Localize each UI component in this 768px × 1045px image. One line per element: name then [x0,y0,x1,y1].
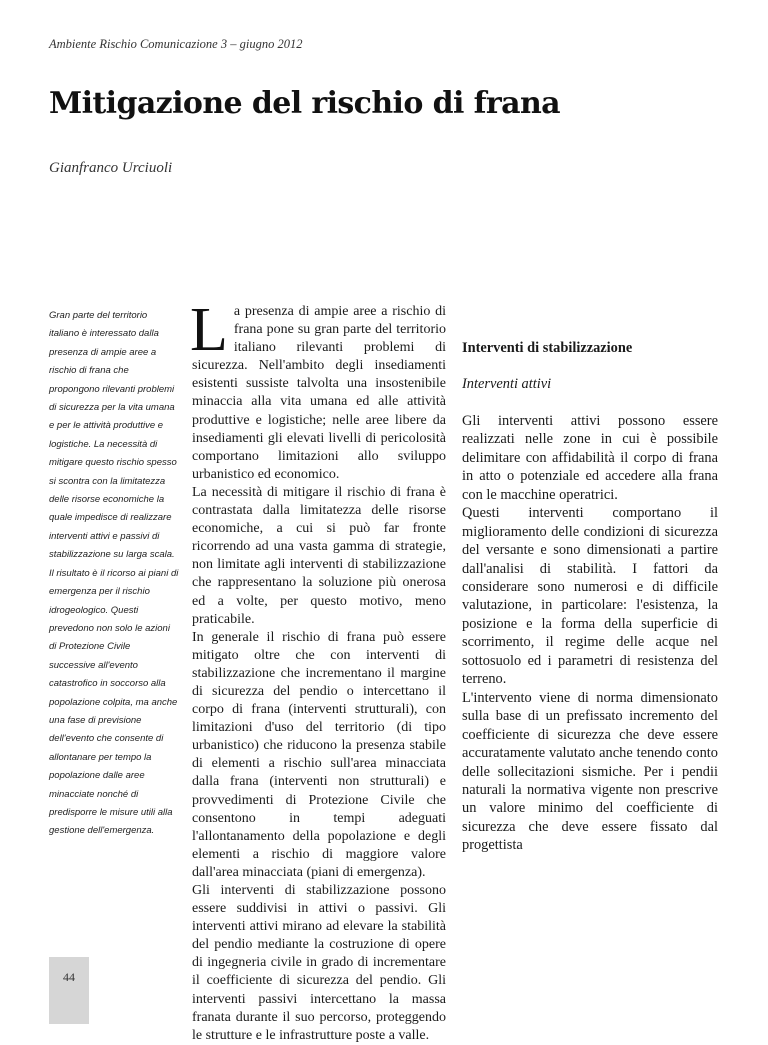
body-paragraph: L'intervento viene di norma dimensionato sulla base di un prefissato incremento del coefficiente di sicurezza che deve essere accuratamente valutato anche tenendo conto delle sollecitazioni sismiche. Per i pendii naturali la normativa vigente non prescrive un valore minimo del coefficiente di sicurezza che deve essere fissato dal progettista [462,689,718,854]
section-heading: Interventi di stabilizzazione [462,340,633,356]
body-paragraph: Questi interventi comportano il miglioramento delle condizioni di sicurezza del versante e sono dimensionati a partire dall'analisi di stabilità. I fattori da considerare sono numerosi e di difficile valutazione, in particolare: l'esistenza, la posizione e la forma della superficie di scorrimento, il regime delle acque nel sottosuolo ed i parametri di resistenza del terreno. [462,505,718,688]
abstract-text: Gran parte del territorio italiano è interessato dalla presenza di ampie aree a rischio di frana che propongono rilevanti problemi di sicurezza per la vita umana e per le attività produttive e logistiche. La necessità di mitigare questo rischio spesso si scontra con la limitatezza delle risorse economiche la quale impedisce di realizzare interventi attivi e passivi di stabilizzazione su larga scala. Il risultato è il ricorso ai piani di emergenza per il rischio idrogeologico. Questi prevedono non solo le azioni di Protezione Civile successive all'evento catastrofico in soccorso alla popolazione colpita, ma anche una fase di previsione dell'evento che consente di allontanare per tempo la popolazione dalle aree minacciate nonché di predisporre le misure utili alla gestione dell'emergenza. [49,310,179,837]
abstract-sidebar [49,307,179,841]
body-paragraph: La necessità di mitigare il rischio di frana è contrastata dalla limitatezza delle risorse economiche, a cui si può far fronte ricorrendo ad una vasta gamma di strategie, non limitate agli interventi di stabilizzazione che rappresentano la soluzione più onerosa ed a volte, per questo motivo, meno praticabile. [192,484,446,627]
body-column-left [190,296,446,1045]
drop-cap: L [190,296,228,364]
article-title: Mitigazione del rischio di frana [49,86,561,121]
author-name: Gianfranco Urciuoli [49,160,173,176]
body-paragraph: In generale il rischio di frana può essere mitigato oltre che con interventi di stabilizzazione che incrementano il margine di sicurezza del pendio o intercettano il corpo di frana (interventi strutturali), con limitazioni d'uso del territorio (di tipo urbanistico) che riducono la presenza stabile di elementi a rischio sull'area minacciata dalla frana (interventi non strutturali) e provvedimenti di Protezione Civile che consentono in tempi adeguati l'allontanamento della popolazione e degli elementi a rischio di maggiore valore dall'area minacciata (piani di emergenza). [192,629,446,880]
paragraph-text: a presenza di ampie aree a rischio di frana pone su gran parte del territorio italiano rilevanti problemi di sicurezza. Nell'ambito degli insediamenti esistenti sussiste talvolta una insostenibile minaccia alla vita umana ed alle attività produttive e logistiche; nelle aree libere da insediamenti gli elevati livelli di pericolosità comportano limitazioni allo sviluppo urbanistico ed economico. [192,304,446,482]
running-head: Ambiente Rischio Comunicazione 3 – giugno 2012 [49,37,303,51]
subsection-heading: Interventi attivi [462,376,552,393]
body-paragraph: Gli interventi di stabilizzazione possono essere suddivisi in attivi o passivi. Gli interventi attivi mirano ad elevare la stabilità del pendio mediante la costruzione di opere di ingegneria civile in grado di incrementare il coefficiente di sicurezza del pendio. Gli interventi passivi intercettano la massa franata durante il suo percorso, proteggendo le strutture e le infrastrutture poste a valle. [192,883,446,1043]
body-paragraph [190,296,446,484]
body-column-right [462,303,718,855]
body-paragraph: Gli interventi attivi possono essere realizzati nelle zone in cui è possibile delimitare con affidabilità il corpo di frana in atto o potenziale ed accedere alla frana con le macchine operatrici. [462,412,718,503]
page-number: 44 [63,970,75,984]
page-number-box [49,957,89,1024]
